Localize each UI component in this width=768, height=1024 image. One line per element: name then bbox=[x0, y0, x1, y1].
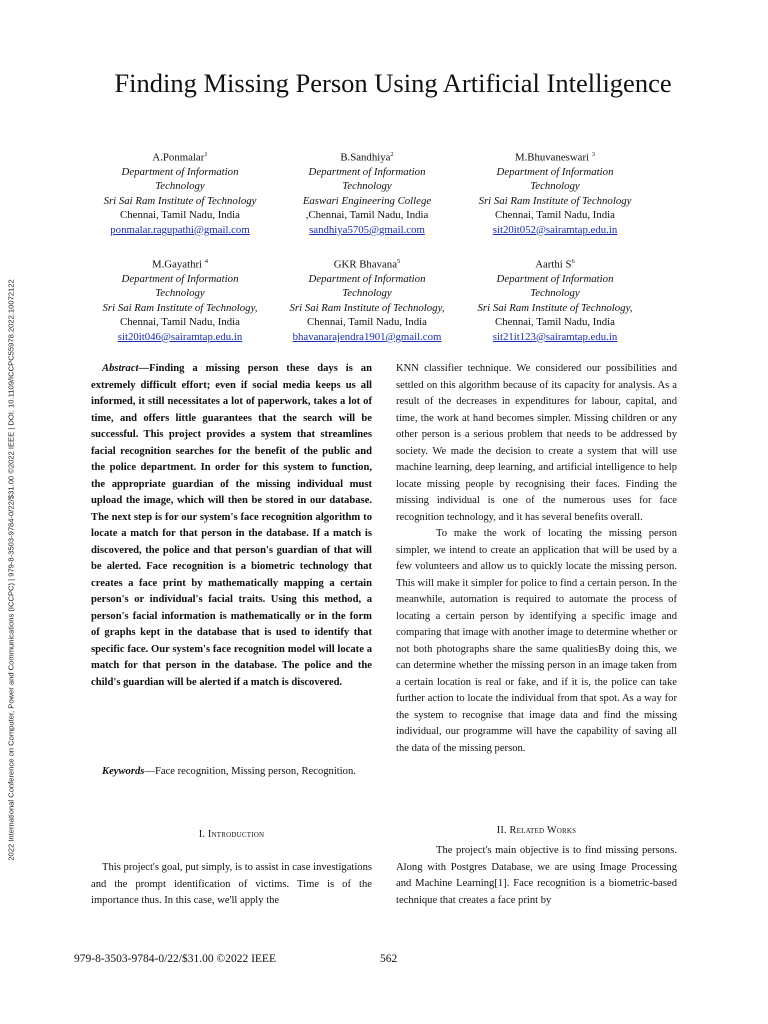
author-email[interactable]: sit21it123@sairamtap.edu.in bbox=[492, 330, 618, 343]
author-institution: Sri Sai Ram Institute of Technology bbox=[478, 194, 632, 207]
paper-title: Finding Missing Person Using Artificial Intelligence bbox=[114, 68, 672, 98]
abstract-section: Abstract—Finding a missing person these days is an extremely difficult effort; even if social media keeps us all informed, it still necessitates a lot of paperwork, takes a lot of time, and offers little guarantees that the search will be successful. This project provides a system that streamlines facial recognition searches for the benefit of the public and the police department. In order for this system to function, the appropriate guardian of the missing individual must upload the image, which will then be stored in our database. The next step is for our system's face recognition algorithm to locate a match for that person in the database. If a match is discovered, the police and that person's guardian of that will be alerted. Face recognition is a biometric technology that creates a face print by mathematically mapping a certain person's or individual's facial traits. Using this method, a person's facial information is mathematically or in the form of graphs kept in the database that is used to identify that specific face. Our system's face recognition model will locate a match for that person in the database. The police and the child's guardian will be alerted if a match is discovered. bbox=[91, 363, 372, 688]
author-dept: Technology bbox=[342, 287, 392, 300]
author-dept: Department of Information bbox=[121, 166, 239, 178]
author-name: M.Bhuvaneswari $^3$ bbox=[514, 151, 595, 164]
author-dept: Technology bbox=[155, 180, 205, 193]
author-dept: Technology bbox=[155, 287, 205, 300]
author-institution: Sri Sai Ram Institute of Technology, bbox=[477, 301, 633, 314]
author-email[interactable]: sit20it046@sairamtap.edu.in bbox=[117, 330, 243, 343]
author-institution: Sri Sai Ram Institute of Technology, bbox=[102, 301, 258, 314]
author-dept: Department of Information bbox=[496, 273, 614, 285]
author-location: ,Chennai, Tamil Nadu, India bbox=[305, 209, 429, 222]
author-dept: Department of Information bbox=[496, 166, 614, 178]
author-email[interactable]: bhavanarajendra1901@gmail.com bbox=[292, 330, 442, 343]
author-location: Chennai, Tamil Nadu, India bbox=[120, 316, 240, 329]
author-name: M.Gayathri $^4$ bbox=[151, 258, 209, 271]
author-email[interactable]: ponmalar.ragupathi@gmail.com bbox=[110, 223, 250, 236]
author-dept: Department of Information bbox=[308, 166, 426, 178]
author-block-6 bbox=[450, 255, 660, 344]
author-name: B.Sandhiya$^2$ bbox=[340, 151, 394, 164]
author-block-5 bbox=[262, 255, 472, 344]
side-citation-text: 2022 International Conference on Computer, Power and Communications (ICCPC) | 979-8-3503-9784-0/22/$31.00 ©2022 IEEE | DOI: 10.1109/ICCPC55978.2022.10072122 bbox=[6, 279, 16, 861]
author-name: GKR Bhavana$^5$ bbox=[333, 258, 401, 271]
abstract-label: Abstract bbox=[102, 363, 139, 374]
page-number: 562 bbox=[380, 953, 398, 965]
section-heading-related-works: II. Related Works bbox=[496, 825, 577, 836]
author-block-2 bbox=[262, 148, 472, 237]
author-block-4 bbox=[75, 255, 285, 344]
keywords-section: Keywords—Face recognition, Missing person, Recognition. bbox=[102, 766, 356, 777]
introduction-text: This project's goal, put simply, is to assist in case investigations and the prompt identification of victims. Time is of the importance thus. In this case, we'll apply the bbox=[91, 862, 372, 906]
related-works-text: The project's main objective is to find missing persons. Along with Postgres Database, we are using Image Processing and Machine Learning[1]. Face recognition is a biometric-based technique that creates a face print by bbox=[396, 845, 677, 906]
author-location: Chennai, Tamil Nadu, India bbox=[307, 316, 427, 329]
author-dept: Technology bbox=[530, 180, 580, 193]
author-location: Chennai, Tamil Nadu, India bbox=[120, 209, 240, 222]
author-email[interactable]: sandhiya5705@gmail.com bbox=[309, 223, 425, 236]
abstract-text: Finding a missing person these days is an extremely difficult effort; even if social media keeps us all informed, it still necessitates a lot of paperwork, takes a lot of time, and offers little guarantees that the search will be successful. This project provides a system that streamlines facial recognition searches for the benefit of the public and the police department. In order for this system to function, the appropriate guardian of the missing individual must upload the image, which will then be stored in our database. The next step is for our system's face recognition algorithm to locate a match for that person in the database. If a match is discovered, the police and that person's guardian of that will be alerted. Face recognition is a biometric technology that creates a face print by mathematically mapping a certain person's or individual's facial traits. Using this method, a person's facial information is mathematically or in the form of graphs kept in the database that is used to identify that specific face. Our system's face recognition model will locate a match for that person in the database. The police and the child's guardian will be alerted if a match is discovered. bbox=[91, 363, 372, 688]
section-heading-introduction: I. Introduction bbox=[198, 829, 265, 840]
author-block-1 bbox=[75, 148, 285, 237]
author-name: Aarthi $S^6$ bbox=[535, 258, 575, 271]
author-location: Chennai, Tamil Nadu, India bbox=[495, 209, 615, 222]
author-dept: Technology bbox=[342, 180, 392, 193]
author-dept: Technology bbox=[530, 287, 580, 300]
side-citation-strip bbox=[0, 0, 20, 1024]
author-name: A.Ponmalar$^1$ bbox=[152, 151, 208, 164]
author-institution: Sri Sai Ram Institute of Technology bbox=[103, 194, 257, 207]
footer-isbn: 979-8-3503-9784-0/22/$31.00 ©2022 IEEE bbox=[74, 953, 276, 965]
author-email[interactable]: sit20it052@sairamtap.edu.in bbox=[492, 223, 618, 236]
keywords-text: Face recognition, Missing person, Recognition. bbox=[154, 766, 356, 777]
paragraph: KNN classifier technique. We considered our possibilities and settled on this algorithm because of its capacity for analysis. As a result of the decreases in expenditures for labour, capital, and time, the work at hand becomes simpler. Missing children or any other person is a serious problem that needs to be addressed by society. We made the decision to create a system that will use machine learning, deep learning, and artificial intelligence to help locate missing people by recognising their faces. Finding the missing individual is one of the numerous uses for face recognition technology, and it has several benefits overall. bbox=[396, 363, 677, 523]
author-institution: Sri Sai Ram Institute of Technology, bbox=[289, 301, 445, 314]
author-location: Chennai, Tamil Nadu, India bbox=[495, 316, 615, 329]
paragraph: To make the work of locating the missing person simpler, we intend to create an application that will be used by a few volunteers and allow us to quickly locate the missing person. This will make it simpler for police to find a certain person. In the meanwhile, automation is required to automate the process of locating a certain person by identifying a specific image and comparing that image with another image to determine whether or not both photographs share the same qualitiesBy doing this, we can determine whether the missing person in an image taken from a certain location is real or fake, and if it is, the police can take further action to locate the individual from that spot. As a way for the system to recognise that image data and find the missing individual, our programme will have the capability of saving all the data of the missing person. bbox=[396, 528, 677, 754]
author-block-3 bbox=[450, 148, 660, 237]
keywords-label: Keywords bbox=[102, 766, 145, 777]
author-dept: Department of Information bbox=[308, 273, 426, 285]
author-institution: Easwari Engineering College bbox=[302, 194, 432, 207]
author-dept: Department of Information bbox=[121, 273, 239, 285]
right-column-body bbox=[396, 361, 677, 757]
